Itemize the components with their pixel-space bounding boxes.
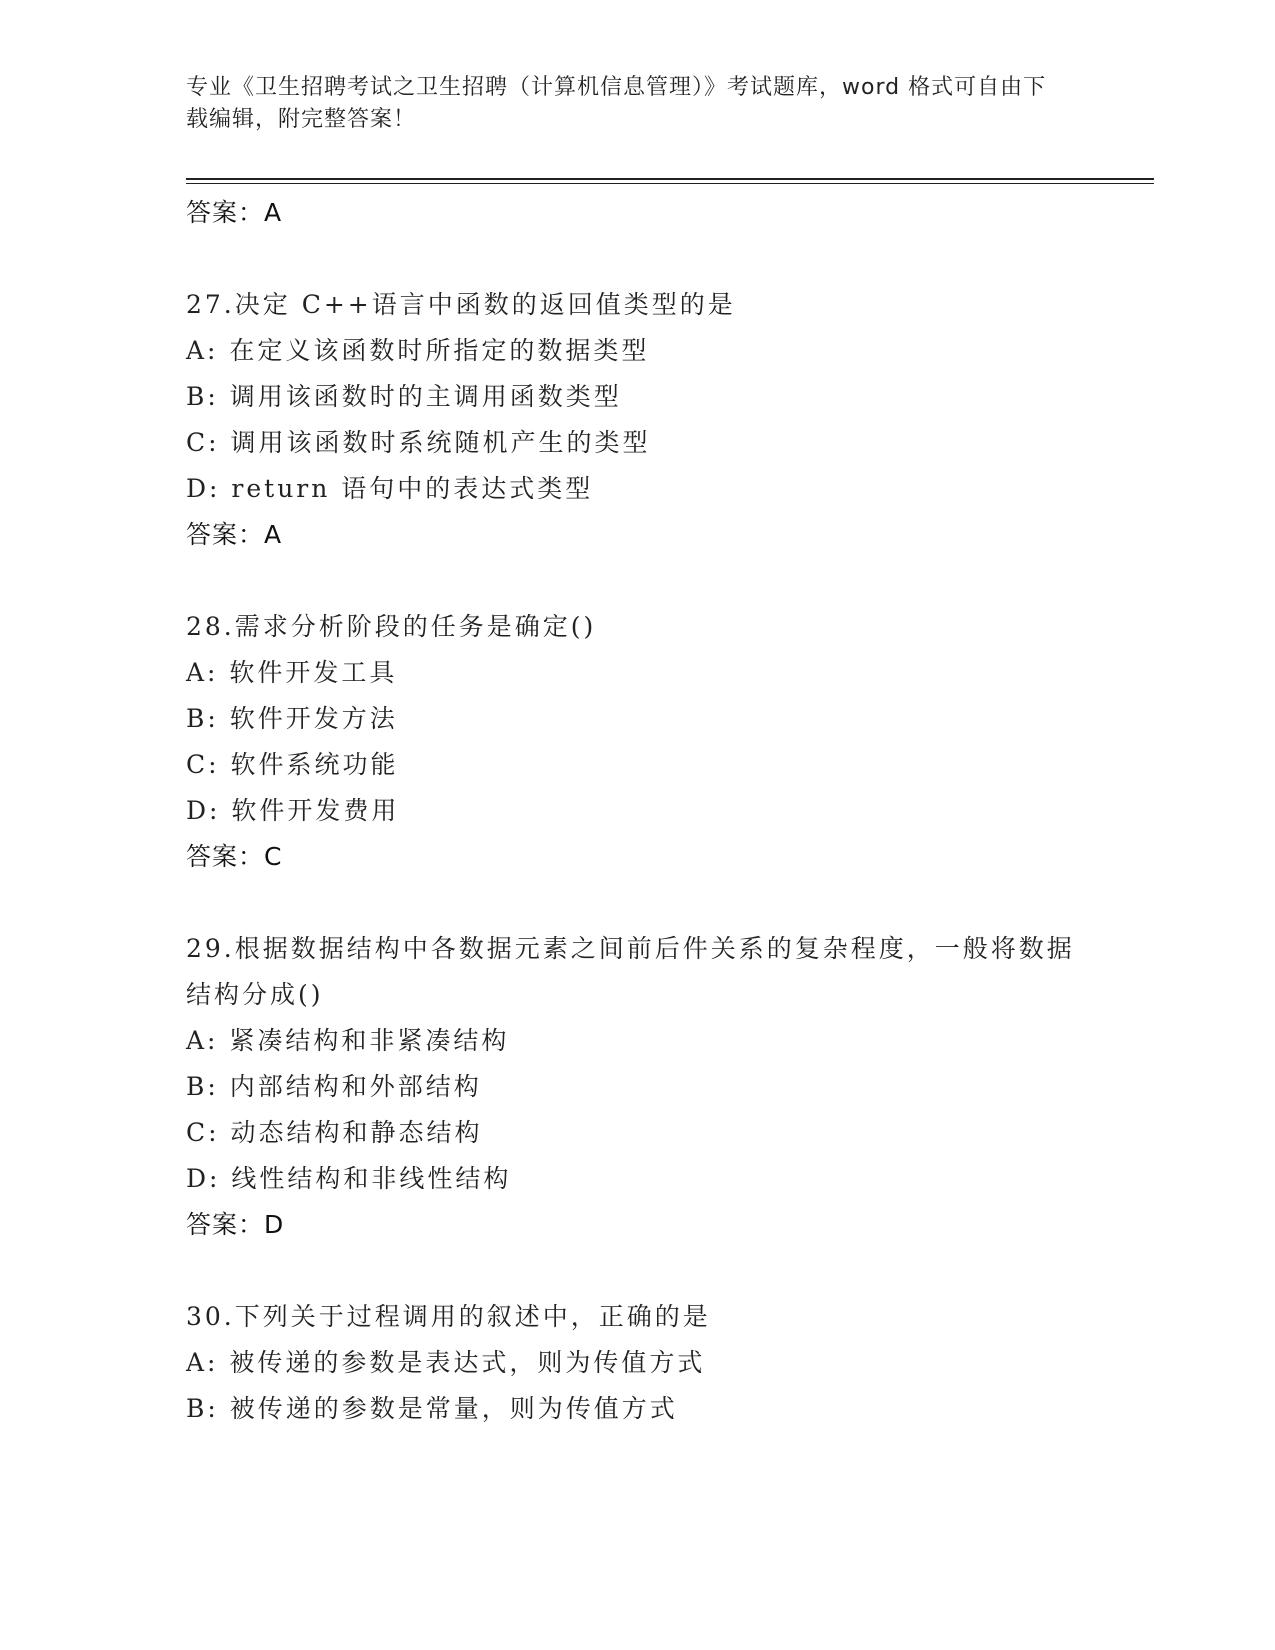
answer-line: 答案：C xyxy=(186,842,283,871)
question-29 xyxy=(186,926,1086,1248)
option-a: A: 在定义该函数时所指定的数据类型 xyxy=(186,336,650,365)
header-rule-thin xyxy=(186,183,1154,184)
question-28 xyxy=(186,604,1086,880)
option-a: A: 软件开发工具 xyxy=(186,658,398,687)
answer-line: 答案：A xyxy=(186,520,283,549)
option-c: C: 软件系统功能 xyxy=(186,750,399,779)
option-d: D: return 语句中的表达式类型 xyxy=(186,474,594,503)
header-rule-thick xyxy=(186,178,1154,180)
option-a: A: 被传递的参数是表达式，则为传值方式 xyxy=(186,1348,706,1377)
option-d: D: 软件开发费用 xyxy=(186,796,400,825)
question-text: 28.需求分析阶段的任务是确定() xyxy=(186,612,597,641)
question-text: 30.下列关于过程调用的叙述中，正确的是 xyxy=(186,1302,711,1331)
option-b: B: 调用该函数时的主调用函数类型 xyxy=(186,382,622,411)
answer-line: 答案：A xyxy=(186,198,283,227)
question-text: 27.决定 C++语言中函数的返回值类型的是 xyxy=(186,290,736,319)
answer-line: 答案：D xyxy=(186,1210,285,1239)
option-b: B: 软件开发方法 xyxy=(186,704,398,733)
document-intro: 专业《卫生招聘考试之卫生招聘（计算机信息管理）》考试题库，word 格式可自由下载编辑，附完整答案！ xyxy=(186,75,1047,132)
option-c: C: 调用该函数时系统随机产生的类型 xyxy=(186,428,651,457)
option-b: B: 内部结构和外部结构 xyxy=(186,1072,482,1101)
option-c: C: 动态结构和静态结构 xyxy=(186,1118,483,1147)
question-text: 29.根据数据结构中各数据元素之间前后件关系的复杂程度，一般将数据结构分成() xyxy=(186,934,1075,1009)
question-30 xyxy=(186,1294,1086,1432)
option-b: B: 被传递的参数是常量，则为传值方式 xyxy=(186,1394,678,1423)
question-list xyxy=(186,190,1086,1432)
option-d: D: 线性结构和非线性结构 xyxy=(186,1164,512,1193)
option-a: A: 紧凑结构和非紧凑结构 xyxy=(186,1026,510,1055)
question-27 xyxy=(186,282,1086,558)
